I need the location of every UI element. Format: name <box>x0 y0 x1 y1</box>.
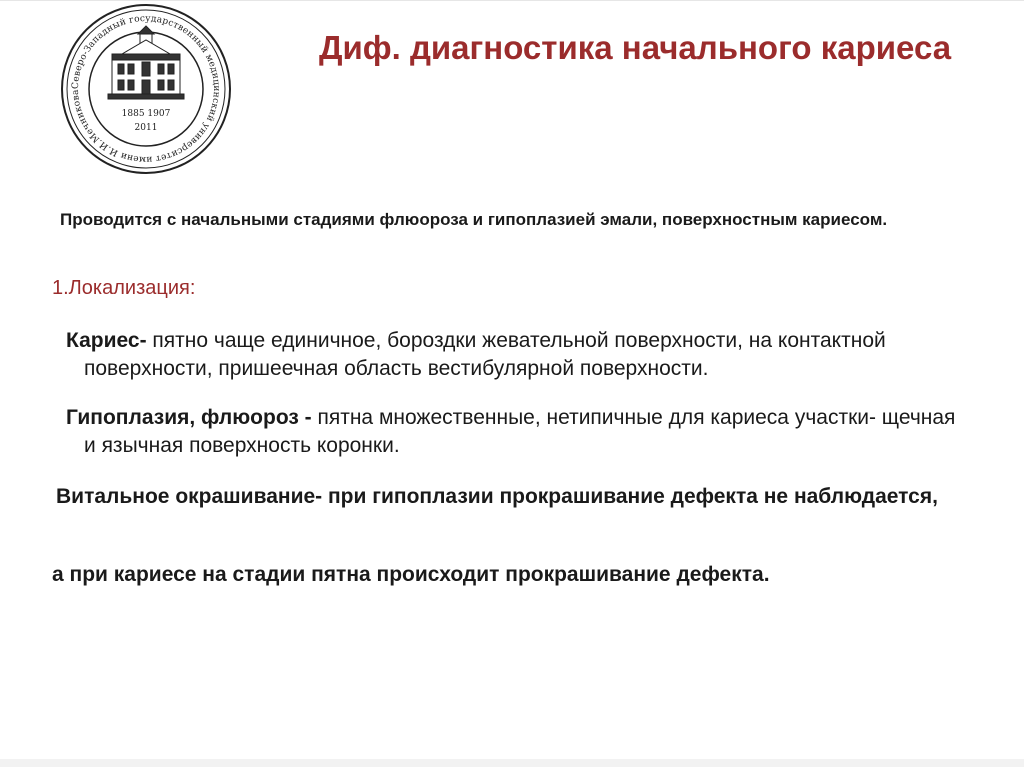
intro-paragraph: Проводится с начальными стадиями флюороза и гипоплазией эмали, поверхностным кариесом. <box>60 210 888 229</box>
seal-year-bottom: 2011 <box>134 123 158 133</box>
hypoplasia-description: пятна множественные, нетипичные для кариеса участки- щечная и язычная поверхность коронки. <box>84 406 956 457</box>
localization-heading: 1.Локализация: <box>52 277 196 299</box>
seal-years-top: 1885 1907 <box>121 109 171 119</box>
vital-staining-paragraph: Витальное окрашивание- при гипоплазии прокрашивание дефекта не наблюдается, <box>56 485 938 508</box>
hypoplasia-term: Гипоплазия, флюороз - <box>66 406 312 429</box>
caries-description: пятно чаще единичное, бороздки жевательной поверхности, на контактной поверхности, пришеечная область вестибулярной поверхности. <box>84 329 886 380</box>
hypoplasia-paragraph <box>66 404 964 460</box>
caries-paragraph <box>66 327 964 383</box>
caries-term: Кариес- <box>66 329 147 352</box>
slide-bottom-border <box>0 759 1024 767</box>
slide-title: Диф. диагностика начального кариеса <box>318 29 952 66</box>
seal-ring-text: Северо-Западный государственный медицинский университет имени И.И.Мечникова <box>70 13 222 165</box>
university-seal-logo <box>56 0 236 178</box>
caries-staining-paragraph: а при кариесе на стадии пятна происходит прокрашивание дефекта. <box>52 563 770 586</box>
